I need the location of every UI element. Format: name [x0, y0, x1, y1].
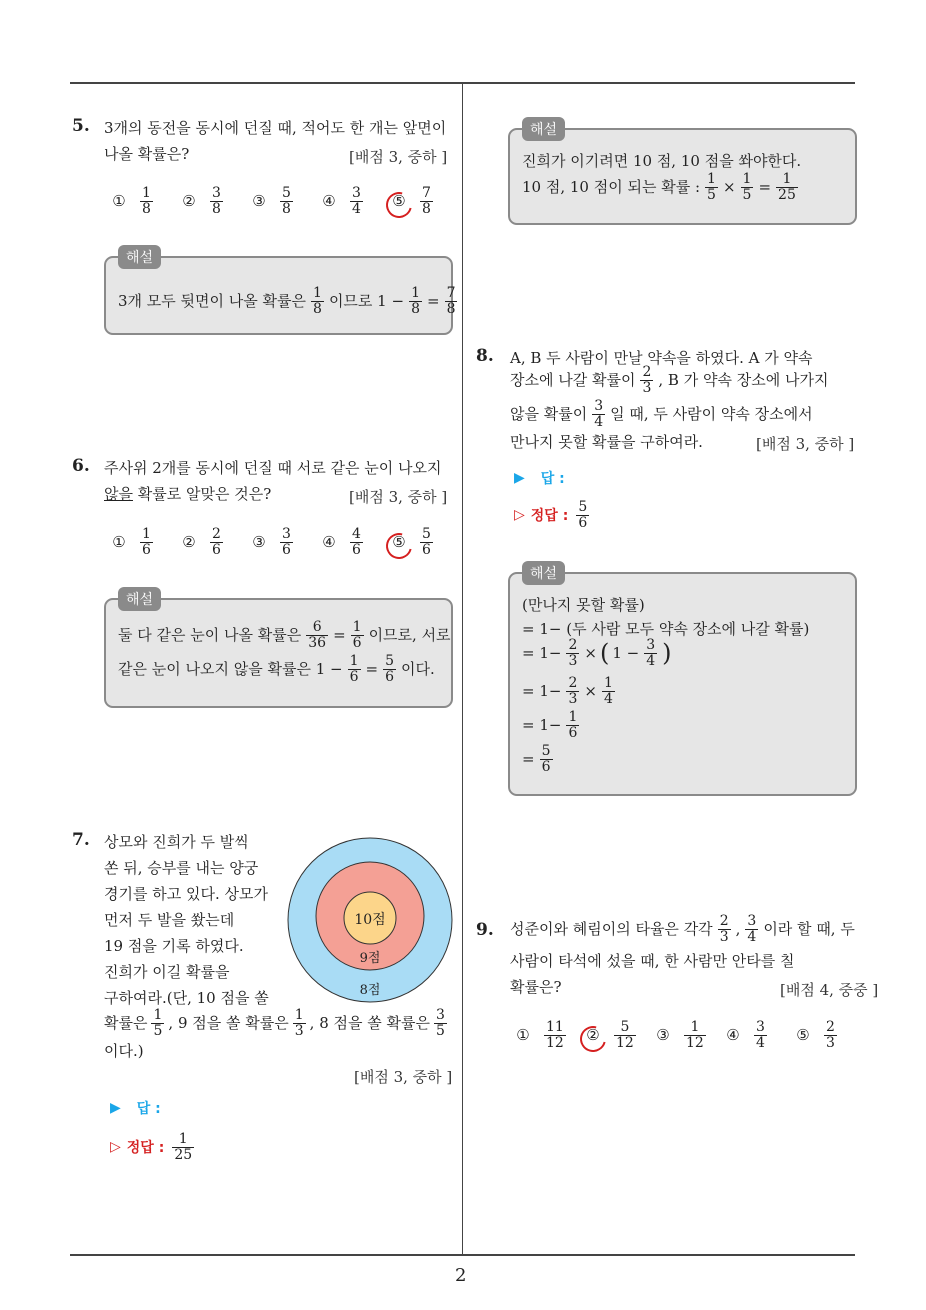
question-6-text-line-1: 주사위 2개를 동시에 던질 때 서로 같은 눈이 나오지 [104, 459, 442, 477]
option-marker: ④ [726, 1026, 740, 1045]
option-fraction: $\frac{3}{4}$ [352, 185, 361, 217]
q8-answer-row[interactable] [514, 468, 565, 488]
target-label-9: 9점 [359, 951, 381, 966]
correct-arrow-icon: ▷ [110, 1139, 121, 1156]
question-9-text-line-2: 사람이 타석에 섰을 때, 한 사람만 안타를 칠 [510, 952, 795, 970]
question-5-meta: [배점 3, 중하 ] [349, 148, 448, 166]
question-7-text-line-9: 이다.) [104, 1042, 144, 1060]
answer-arrow-icon: ▶ [110, 1100, 121, 1116]
q6-option-4[interactable] [320, 527, 365, 557]
option-marker: ⑤ [392, 192, 406, 211]
q6-option-2[interactable] [180, 527, 225, 557]
q6-option-3[interactable] [250, 527, 295, 557]
target-label-8: 8점 [359, 983, 381, 998]
question-5-text-line-2: 나올 확률은? [104, 145, 190, 163]
option-fraction: $\frac{2}{6}$ [212, 526, 221, 558]
q8-solution-line-5: = 1− $\frac{1}{6}$ [522, 709, 578, 741]
option-marker: ① [112, 192, 126, 211]
option-marker: ③ [656, 1026, 670, 1045]
question-7-meta: [배점 3, 중하 ] [354, 1068, 453, 1086]
option-fraction: $\frac{5}{6}$ [422, 526, 431, 558]
q8-correct-row [514, 500, 591, 530]
option-marker: ② [182, 533, 196, 552]
q8-correct-value: $\frac{5}{6}$ [578, 499, 588, 531]
q8-solution-line-1: (만나지 못할 확률) [522, 596, 645, 614]
option-fraction: $\frac{2}{3}$ [826, 1019, 835, 1051]
q6-solution-box [104, 598, 453, 708]
option-fraction: $\frac{1}{12}$ [686, 1019, 704, 1051]
question-8-text-line-3: 않을 확률이 $\frac{3}{4}$ 일 때, 두 사람이 약속 장소에서 [510, 398, 813, 430]
q7-correct-row [110, 1132, 196, 1162]
q5-solution-tag: 해설 [118, 245, 161, 269]
option-fraction: $\frac{3}{4}$ [756, 1019, 765, 1051]
question-9-number: 9. [476, 920, 494, 940]
question-7-text-line-1: 상모와 진희가 두 발씩 [104, 833, 249, 851]
q6-option-1[interactable] [110, 527, 155, 557]
q8-solution-line-2: = 1− (두 사람 모두 약속 장소에 나갈 확률) [522, 620, 810, 638]
column-divider [462, 83, 463, 1255]
option-marker: ② [586, 1026, 600, 1045]
q7-solution-line-1: 진희가 이기려면 10 점, 10 점을 쏴야한다. [522, 152, 802, 170]
option-fraction: $\frac{7}{8}$ [422, 185, 431, 217]
question-6-number: 6. [72, 456, 90, 476]
option-fraction: $\frac{4}{6}$ [352, 526, 361, 558]
page-number: 2 [455, 1265, 467, 1286]
q5-solution-text: 3개 모두 뒷면이 나올 확률은 $\frac{1}{8}$ 이므로 1 − $\frac{1}{8}$ = $\frac{7}{8}$ [118, 285, 456, 317]
question-8-text-line-4: 만나지 못할 확률을 구하여라. [510, 433, 703, 451]
target-label-10: 10점 [354, 912, 386, 928]
q5-option-2[interactable] [180, 186, 225, 216]
correct-label: 정답 : [126, 1140, 165, 1157]
option-marker: ③ [252, 192, 266, 211]
q5-option-3[interactable] [250, 186, 295, 216]
question-6-meta: [배점 3, 중하 ] [349, 488, 448, 506]
q8-solution-line-6: = $\frac{5}{6}$ [522, 743, 551, 775]
question-6-text-line-2: 않을 확률로 알맞은 것은? [104, 485, 272, 503]
question-7-text-line-8: 확률은 $\frac{1}{5}$ , 9 점을 쏠 확률은 $\frac{1}{3}$ , 8 점을 쏠 확률은 $\frac{3}{5}$ [104, 1007, 445, 1039]
option-marker: ⑤ [392, 533, 406, 552]
q7-solution-tag: 해설 [522, 117, 565, 141]
option-marker: ① [516, 1026, 530, 1045]
option-fraction: $\frac{11}{12}$ [546, 1019, 564, 1051]
question-8-text-line-1: A, B 두 사람이 만날 약속을 하였다. A 가 약속 [510, 349, 813, 367]
q7-correct-value: $\frac{1}{25}$ [174, 1131, 193, 1163]
answer-label: 답 : [136, 1101, 161, 1117]
option-marker: ⑤ [796, 1026, 810, 1045]
question-8-text-line-2: 장소에 나갈 확률이 $\frac{2}{3}$ , B 가 약속 장소에 나가지 [510, 364, 829, 396]
q9-option-4[interactable] [724, 1020, 769, 1050]
q6-solution-line-1: 둘 다 같은 눈이 나올 확률은 $\frac{6}{36}$ = $\frac{1}{6}$ 이므로, 서로 [118, 619, 451, 651]
q7-answer-row[interactable] [110, 1098, 161, 1118]
question-7-number: 7. [72, 830, 90, 850]
option-marker: ③ [252, 533, 266, 552]
q8-solution-line-3: = 1− $\frac{2}{3}$ × ( 1 − $\frac{3}{4}$ ) [522, 637, 672, 669]
q9-option-1[interactable] [514, 1020, 568, 1050]
q8-solution-tag: 해설 [522, 561, 565, 585]
q5-option-4[interactable] [320, 186, 365, 216]
question-7-text-line-3: 경기를 하고 있다. 상모가 [104, 885, 268, 903]
question-7-text-line-6: 진희가 이길 확률을 [104, 963, 230, 981]
question-5-text-line-1: 3개의 동전을 동시에 던질 때, 적어도 한 개는 앞면이 [104, 119, 447, 137]
question-7-text-line-2: 쏜 뒤, 승부를 내는 양궁 [104, 859, 259, 877]
option-fraction: $\frac{5}{12}$ [616, 1019, 634, 1051]
question-8-number: 8. [476, 346, 494, 366]
option-marker: ④ [322, 192, 336, 211]
answer-arrow-icon: ▶ [514, 470, 525, 486]
option-fraction: $\frac{3}{6}$ [282, 526, 291, 558]
archery-target [286, 836, 456, 1006]
correct-arrow-icon: ▷ [514, 507, 525, 524]
q6-solution-tag: 해설 [118, 587, 161, 611]
q6-solution-line-2: 같은 눈이 나오지 않을 확률은 1 − $\frac{1}{6}$ = $\frac{5}{6}$ 이다. [118, 653, 435, 685]
question-7-text-line-4: 먼저 두 발을 쐈는데 [104, 911, 235, 929]
question-7-text-line-7: 구하여라.(단, 10 점을 쏠 [104, 989, 269, 1007]
option-fraction: $\frac{3}{8}$ [212, 185, 221, 217]
option-marker: ④ [322, 533, 336, 552]
option-marker: ② [182, 192, 196, 211]
q9-option-5[interactable] [794, 1020, 839, 1050]
question-9-meta: [배점 4, 중중 ] [780, 981, 879, 999]
question-5-number: 5. [72, 116, 90, 136]
q5-option-1[interactable] [110, 186, 155, 216]
option-fraction: $\frac{1}{8}$ [142, 185, 151, 217]
q7-solution-line-2: 10 점, 10 점이 되는 확률 : $\frac{1}{5}$ × $\frac{1}{5}$ = $\frac{1}{25}$ [522, 171, 796, 203]
option-fraction: $\frac{5}{8}$ [282, 185, 291, 217]
question-9-text-line-1: 성준이와 혜림이의 타율은 각각 $\frac{2}{3}$ , $\frac{3}{4}$ 이라 할 때, 두 [510, 913, 855, 945]
answer-label: 답 : [540, 471, 565, 487]
q9-option-3[interactable] [654, 1020, 708, 1050]
question-9-text-line-3: 확률은? [510, 978, 562, 996]
correct-label: 정답 : [530, 508, 569, 525]
q8-solution-line-4: = 1− $\frac{2}{3}$ × $\frac{1}{4}$ [522, 675, 613, 707]
question-8-meta: [배점 3, 중하 ] [756, 435, 855, 453]
option-fraction: $\frac{1}{6}$ [142, 526, 151, 558]
question-7-text-line-5: 19 점을 기록 하였다. [104, 937, 244, 955]
option-marker: ① [112, 533, 126, 552]
